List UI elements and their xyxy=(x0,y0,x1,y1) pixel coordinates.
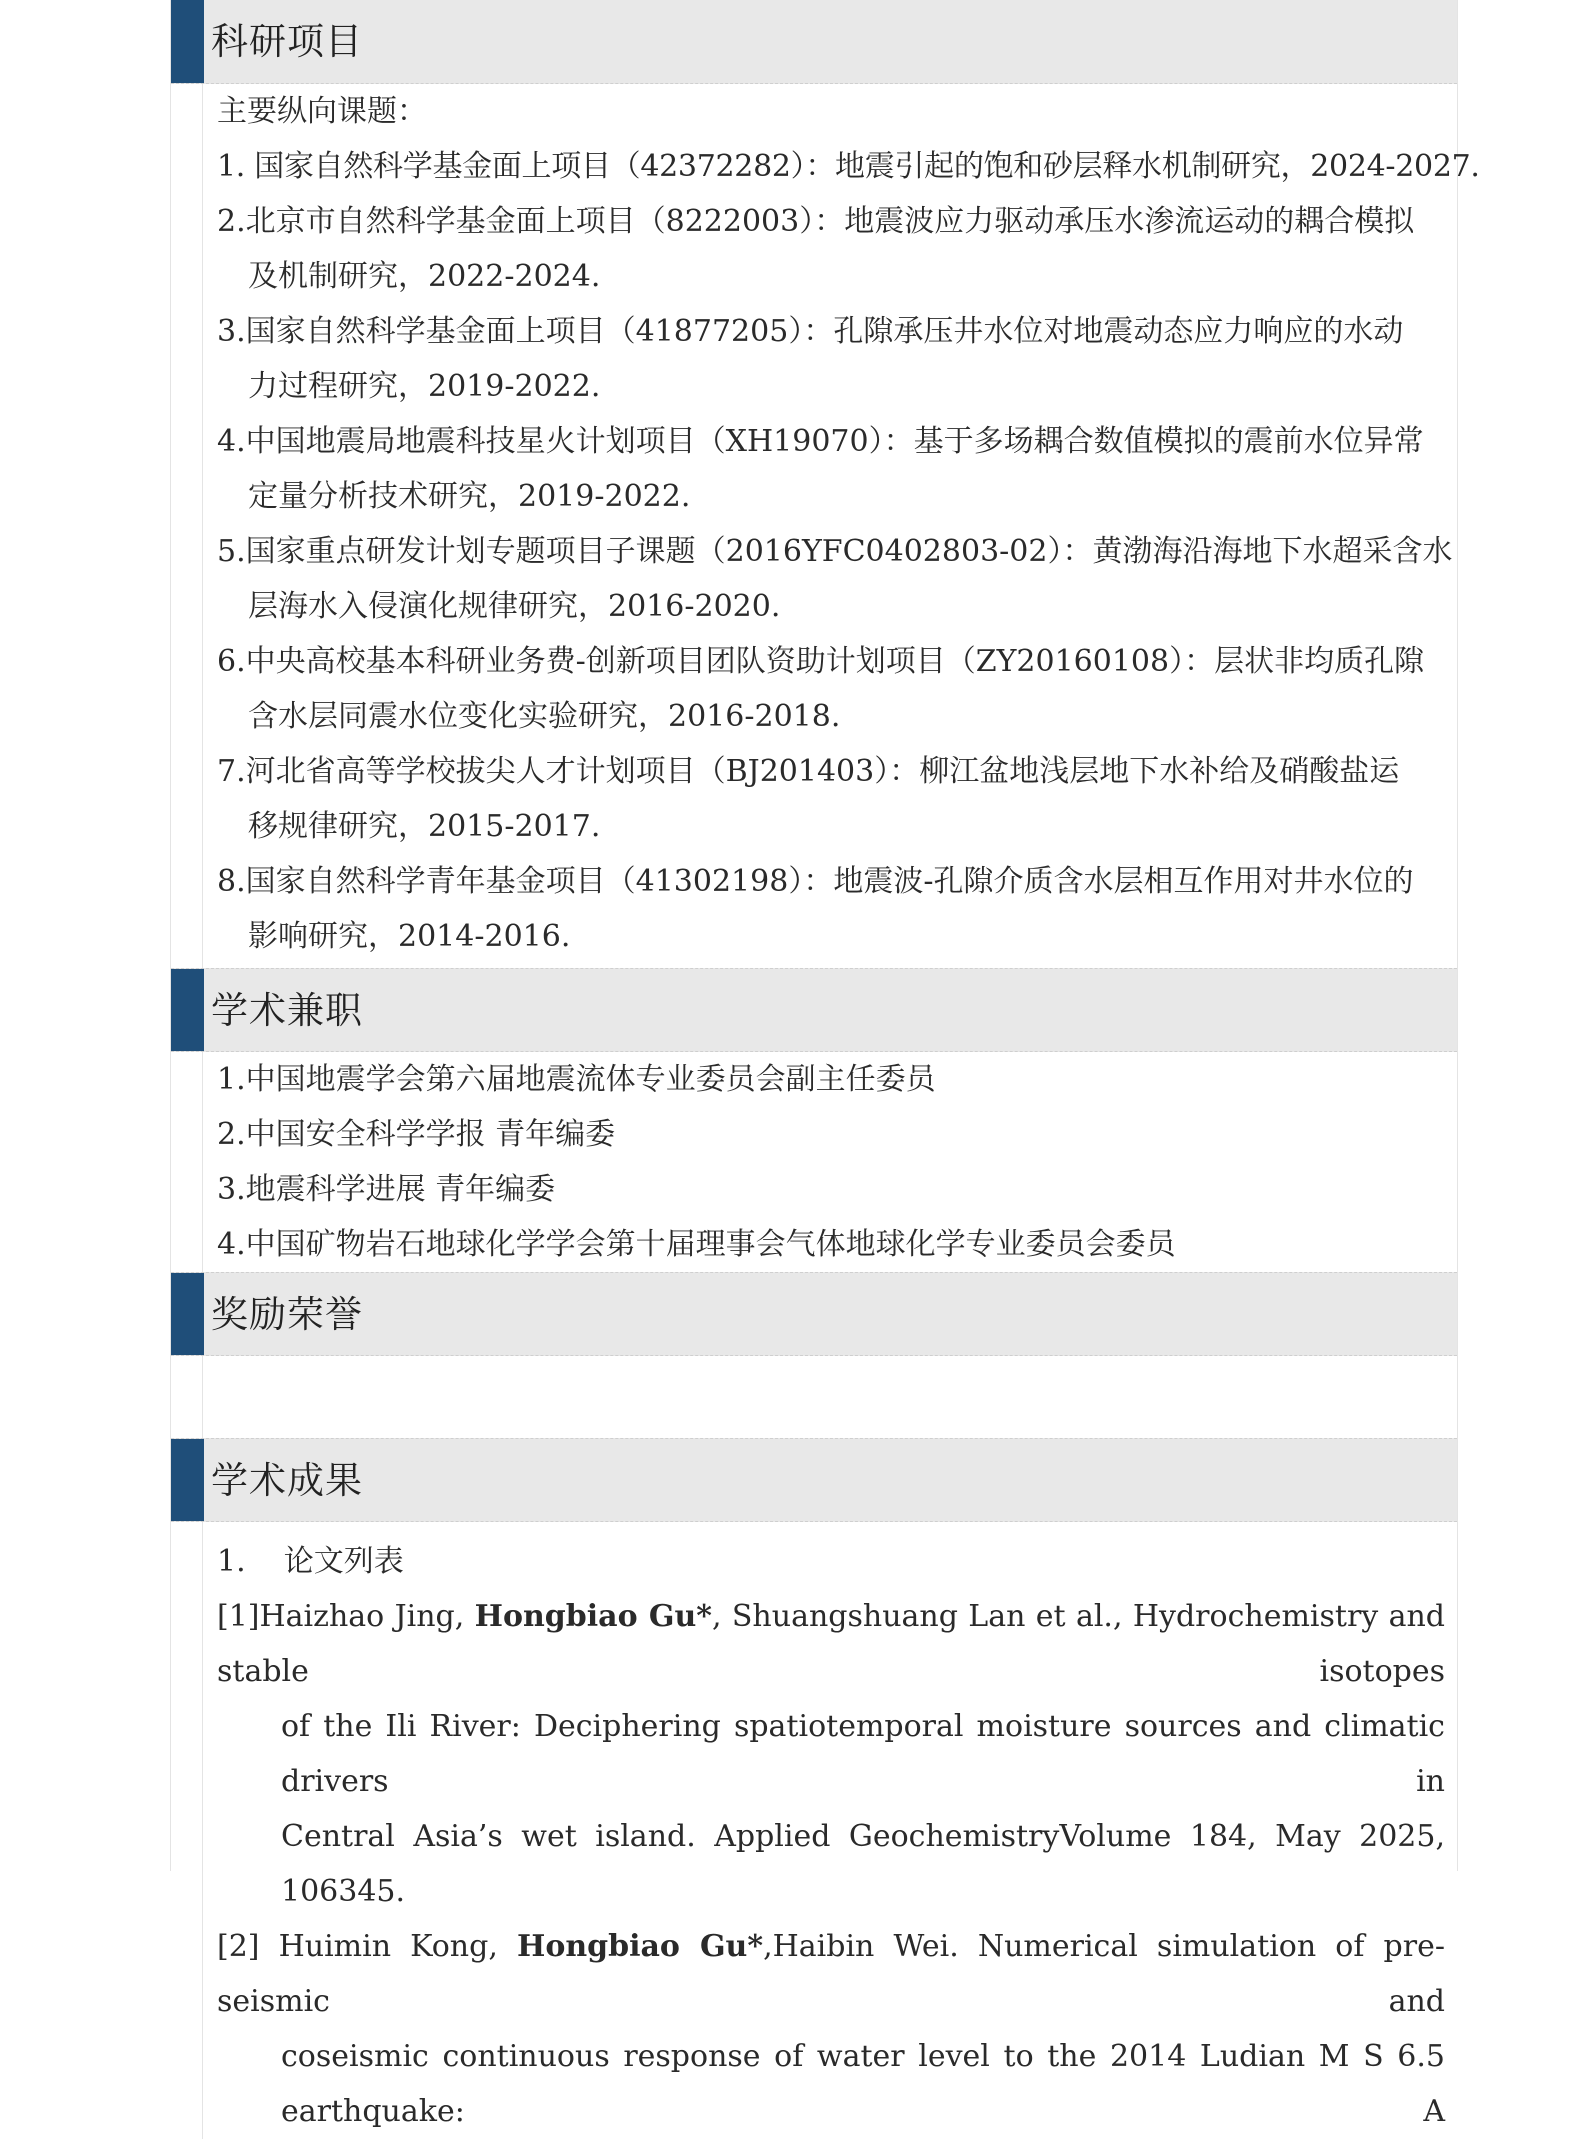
section-body-projects xyxy=(202,84,1480,968)
position-item-4: 4.中国矿物岩石地球化学学会第十届理事会气体地球化学专业委员会委员 xyxy=(217,1227,1176,1262)
project-item-6: 6.中央高校基本科研业务费-创新项目团队资助计划项目（ZY20160108）：层状非均质孔隙 xyxy=(217,644,1425,679)
publication-1-title-start: , Shuangshuang Lan et al., Hydrochemistry and stable isotopes xyxy=(217,1599,1446,1689)
project-item-1: 1. 国家自然科学基金面上项目（42372282）：地震引起的饱和砂层释水机制研究，2024-2027. xyxy=(217,149,1480,184)
publication-1-line-3: Central Asia’s wet island. Applied GeochemistryVolume 184, May 2025, 106345. xyxy=(281,1819,1445,1909)
project-item-5: 5.国家重点研发计划专题项目子课题（2016YFC0402803-02）：黄渤海沿海地下水超采含水 xyxy=(217,534,1453,569)
publication-item-1 xyxy=(217,1589,1445,1919)
section-body-achievements xyxy=(202,1522,1457,2139)
section-header-awards xyxy=(171,1272,1457,1356)
section-header-positions xyxy=(171,968,1457,1052)
section-body-awards xyxy=(202,1356,1457,1438)
project-item-6-cont: 含水层同震水位变化实验研究，2016-2018. xyxy=(248,699,841,734)
section-title-achievements: 学术成果 xyxy=(211,1459,363,1502)
projects-intro: 主要纵向课题： xyxy=(217,94,427,129)
section-header-projects xyxy=(171,0,1457,84)
position-item-1: 1.中国地震学会第六届地震流体专业委员会副主任委员 xyxy=(217,1062,936,1097)
section-title-awards: 奖励荣誉 xyxy=(211,1293,363,1336)
project-item-8-cont: 影响研究，2014-2016. xyxy=(248,919,571,954)
publication-2-title-start: ,Haibin Wei. Numerical simulation of pre-seismic and xyxy=(217,1929,1445,2019)
publication-2-authors: [2] Huimin Kong, xyxy=(217,1929,517,1964)
project-item-4: 4.中国地震局地震科技星火计划项目（XH19070）：基于多场耦合数值模拟的震前水位异常 xyxy=(217,424,1424,459)
publication-1-authors: [1]Haizhao Jing, xyxy=(217,1599,475,1634)
project-item-2: 2.北京市自然科学基金面上项目（8222003）：地震波应力驱动承压水渗流运动的耦合模拟 xyxy=(217,204,1415,239)
project-item-4-cont: 定量分析技术研究，2019-2022. xyxy=(248,479,691,514)
publication-1-line-2: of the Ili River: Deciphering spatiotemporal moisture sources and climatic drivers in xyxy=(281,1709,1445,1799)
publication-2-line-2: coseismic continuous response of water level to the 2014 Ludian M S 6.5 earthquake: A xyxy=(281,2039,1445,2129)
section-accent-bar xyxy=(171,0,204,83)
publication-2-highlight-author: Hongbiao Gu* xyxy=(516,1929,764,1964)
section-body-positions xyxy=(202,1052,1457,1272)
project-item-8: 8.国家自然科学青年基金项目（41302198）：地震波-孔隙介质含水层相互作用对井水位的 xyxy=(217,864,1414,899)
section-title-projects: 科研项目 xyxy=(211,20,363,63)
papers-subheading: 1. 论文列表 xyxy=(217,1544,404,1579)
project-item-7-cont: 移规律研究，2015-2017. xyxy=(248,809,601,844)
project-item-2-cont: 及机制研究，2022-2024. xyxy=(248,259,601,294)
position-item-3: 3.地震科学进展 青年编委 xyxy=(217,1172,556,1207)
publication-item-2 xyxy=(217,1919,1445,2139)
profile-page xyxy=(170,0,1480,2129)
publication-1-line-1 xyxy=(217,1589,1445,1699)
project-item-3: 3.国家自然科学基金面上项目（41877205）：孔隙承压井水位对地震动态应力响应的水动 xyxy=(217,314,1404,349)
position-item-2: 2.中国安全科学学报 青年编委 xyxy=(217,1117,616,1152)
publication-2-line-1 xyxy=(217,1919,1445,2029)
section-accent-bar xyxy=(171,1439,204,1521)
publication-1-highlight-author: Hongbiao Gu* xyxy=(474,1599,712,1634)
section-accent-bar xyxy=(171,1273,204,1355)
section-title-positions: 学术兼职 xyxy=(211,989,363,1032)
section-header-achievements xyxy=(171,1438,1457,1522)
section-accent-bar xyxy=(171,969,204,1051)
project-item-5-cont: 层海水入侵演化规律研究，2016-2020. xyxy=(248,589,781,624)
project-item-7: 7.河北省高等学校拔尖人才计划项目（BJ201403）：柳江盆地浅层地下水补给及硝酸盐运 xyxy=(217,754,1400,789)
project-item-3-cont: 力过程研究，2019-2022. xyxy=(248,369,601,404)
